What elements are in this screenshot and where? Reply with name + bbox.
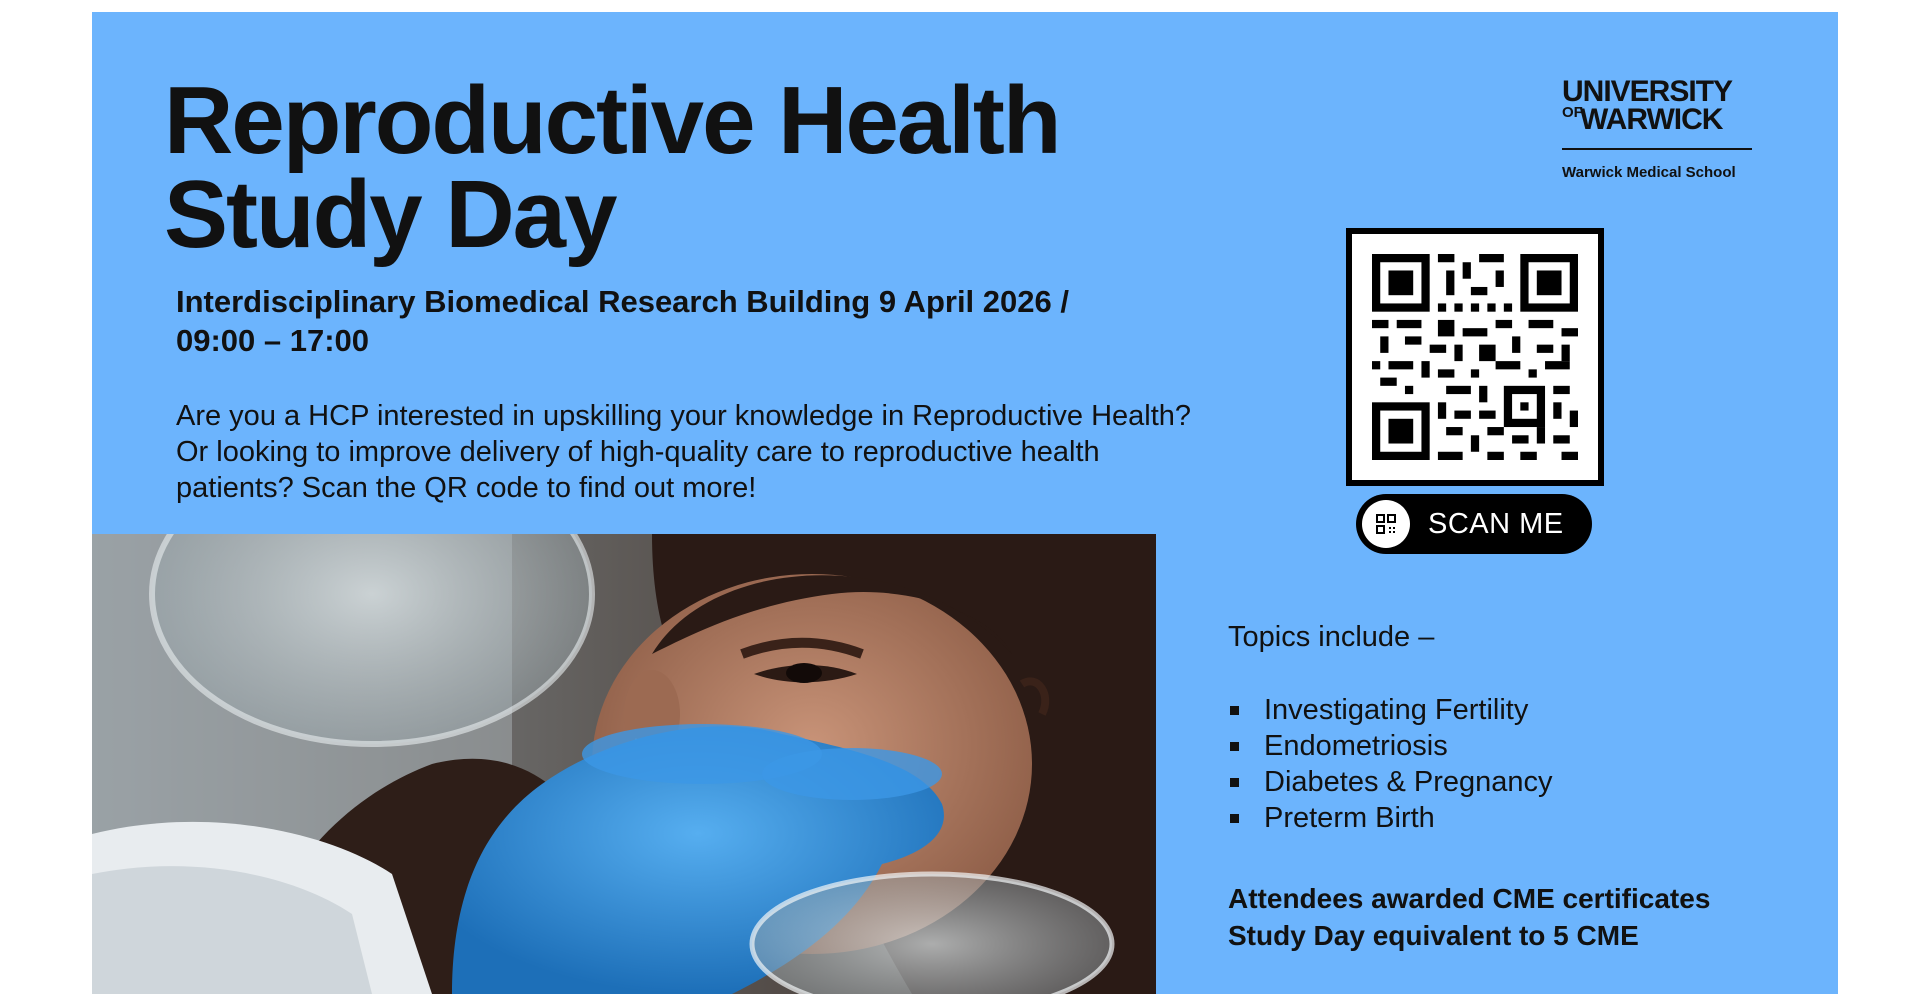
bullet-icon [1230,742,1239,751]
logo-name: WARWICK [1580,103,1723,136]
topic-label: Diabetes & Pregnancy [1264,766,1553,798]
topic-label: Investigating Fertility [1264,694,1529,726]
title-line-2: Study Day [164,161,616,268]
logo-university: UNIVERSITY [1562,75,1733,108]
topic-item [1228,692,1553,728]
bullet-icon [1230,706,1239,715]
topics-heading: Topics include – [1228,621,1435,653]
university-of-warwick-logo [1562,75,1752,181]
poster-title [164,67,1060,268]
logo-divider [1562,148,1752,150]
venue-line-1: Interdisciplinary Biomedical Research Building 9 April 2026 / [176,284,1069,319]
topic-label: Preterm Birth [1264,802,1435,834]
topic-item [1228,728,1553,764]
title-line-1: Reproductive Health [164,67,1060,174]
intro-text: Are you a HCP interested in upskilling your knowledge in Reproductive Health? Or looking to improve delivery of high-quality care to reproductive health patients? Scan the QR code to find out more! [176,400,1192,504]
logo-subtitle: Warwick Medical School [1562,164,1736,181]
researcher-with-petri-dish-photo [92,534,1156,994]
researcher-photo [92,534,1156,994]
qr-scan-icon [1374,512,1398,536]
scan-me-badge [1356,494,1592,554]
qr-code-icon [1372,254,1578,460]
topic-item [1228,800,1553,836]
poster-panel [92,12,1838,994]
venue-date-time [176,282,1176,360]
qr-code[interactable] [1346,228,1604,486]
scan-me-label: SCAN ME [1428,508,1564,540]
cme-line-2: Study Day equivalent to 5 CME [1228,920,1639,951]
bullet-icon [1230,778,1239,787]
venue-line-2: 09:00 – 17:00 [176,323,370,358]
logo-of: OF [1562,104,1583,121]
logo-warwick [1562,103,1752,136]
topic-list [1228,692,1553,836]
bullet-icon [1230,814,1239,823]
topic-label: Endometriosis [1264,730,1448,762]
scan-circle [1362,500,1410,548]
topic-item [1228,764,1553,800]
cme-info [1228,880,1710,954]
cme-line-1: Attendees awarded CME certificates [1228,883,1711,914]
